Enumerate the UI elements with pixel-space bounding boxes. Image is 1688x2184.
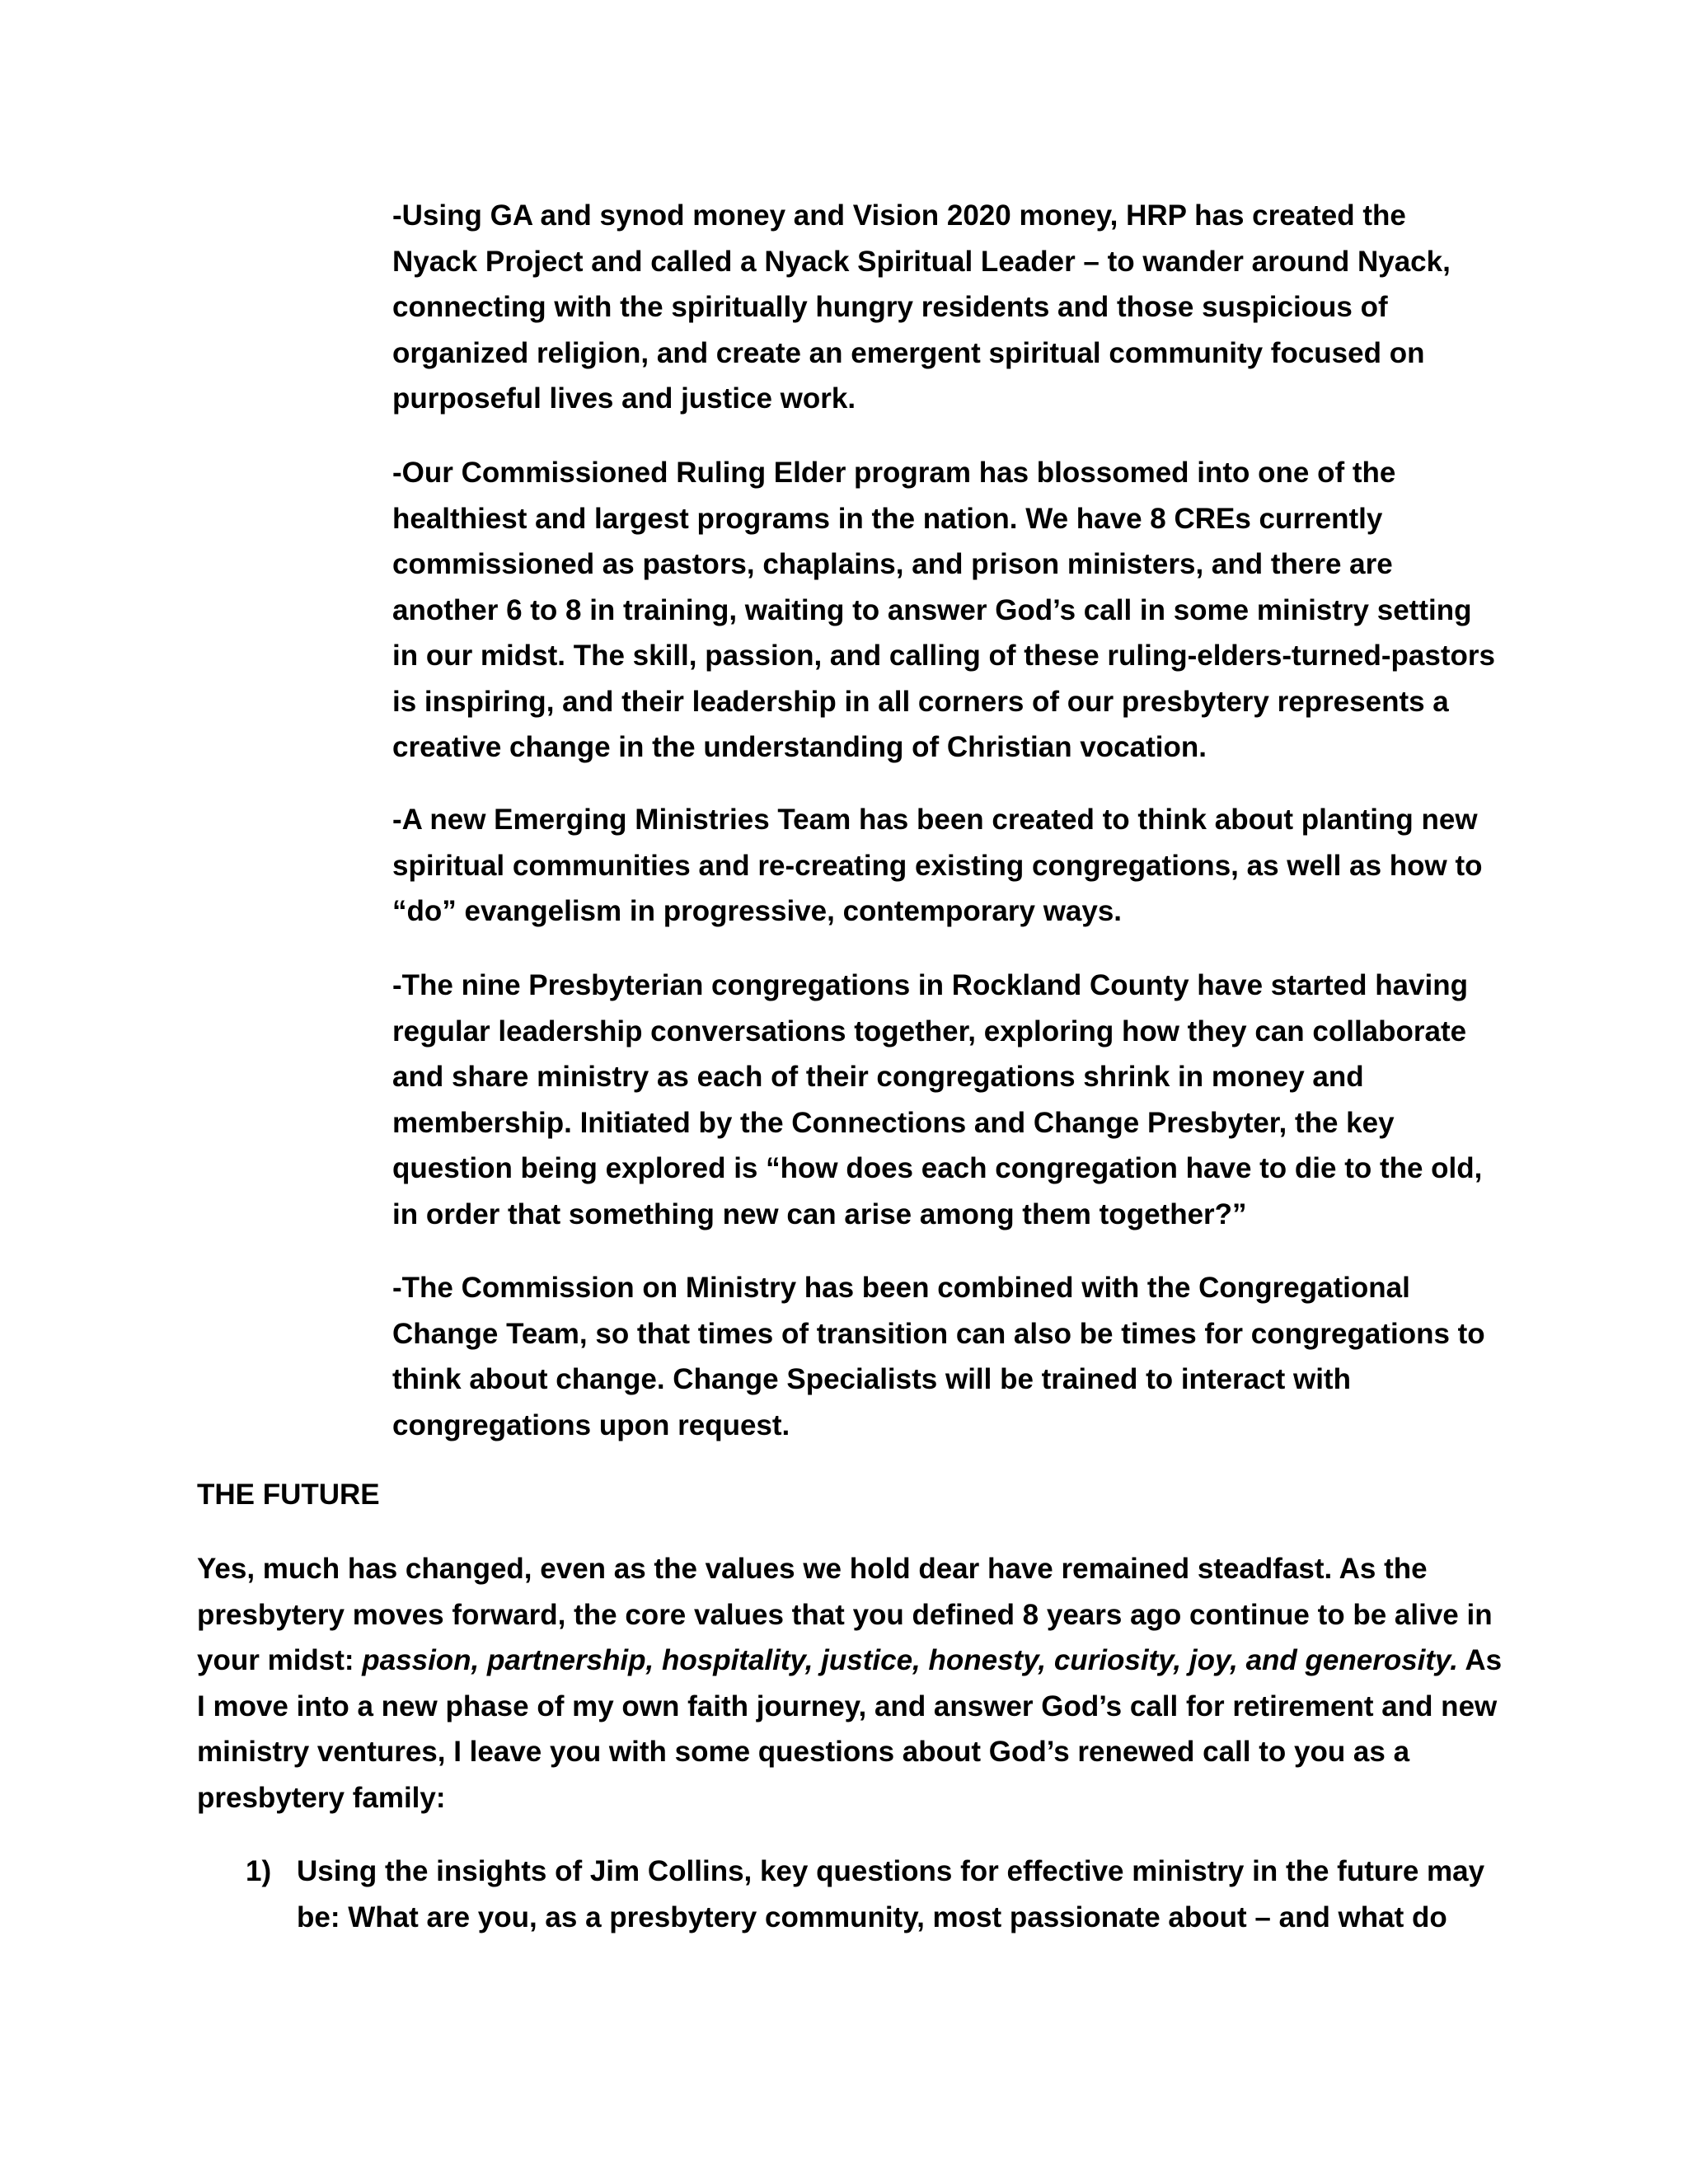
section-heading: THE FUTURE xyxy=(197,1479,380,1511)
list-item-text: Using the insights of Jim Collins, key questions for effective ministry in the future may be: What are you, as a presbytery community, most passionate about – and what do xyxy=(297,1855,1485,1933)
paragraph-text: -A new Emerging Ministries Team has been created to think about planting new spiritual communities and re-creating existing congregations, as well as how to “do” evangelism in progressive, contemporary ways. xyxy=(392,804,1483,927)
future-text-before: Yes, much has changed, even as the values we hold dear have remained steadfast. As the presbytery moves forward, the core values that you defined 8 years ago continue to be alive in your midst: xyxy=(197,1553,1493,1676)
numbered-list-item xyxy=(246,1849,1498,1940)
commissioned-ruling-elder-paragraph xyxy=(392,450,1497,771)
paragraph-text: -The nine Presbyterian congregations in Rockland County have started having regular leadership conversations together, exploring how they can collaborate and share ministry as each of their congregations shrink in money and membership. Initiated by the Connections and Change Presbyter, the key question being explored is “how does each congregation have to die to the old, in order that something new can arise among them together?” xyxy=(392,969,1483,1230)
list-item-number: 1) xyxy=(246,1855,272,1887)
paragraph-text: -Using GA and synod money and Vision 2020 money, HRP has created the Nyack Project and called a Nyack Spiritual Leader – to wander around Nyack, connecting with the spiritually hungry residents and those suspicious of organized religion, and create an emergent spiritual community focused on purposeful lives and justice work. xyxy=(392,199,1451,415)
rockland-county-paragraph xyxy=(392,963,1497,1237)
future-text-after: As I move into a new phase of my own faith journey, and answer God’s call for retirement and new ministry ventures, I leave you with some questions about God’s renewed call to you as a presbytery family: xyxy=(197,1644,1503,1814)
future-paragraph xyxy=(197,1546,1516,1821)
paragraph-text: -The Commission on Ministry has been combined with the Congregational Change Team, so that times of transition can also be times for congregations to think about change. Change Specialists will be trained to interact with congregations upon request. xyxy=(392,1272,1485,1441)
core-values-italic: passion, partnership, hospitality, justice, honesty, curiosity, joy, and generosity. xyxy=(362,1644,1458,1676)
emerging-ministries-paragraph xyxy=(392,797,1497,935)
commission-on-ministry-paragraph xyxy=(392,1265,1497,1448)
paragraph-text: -Our Commissioned Ruling Elder program has blossomed into one of the healthiest and largest programs in the nation. We have 8 CREs currently commissioned as pastors, chaplains, and prison ministers, and there are another 6 to 8 in training, waiting to answer God’s call in some ministry setting in our midst. The skill, passion, and calling of these ruling-elders-turned-pastors is inspiring, and their leadership in all corners of our presbytery represents a creative change in the understanding of Christian vocation. xyxy=(392,457,1495,763)
nyack-project-paragraph xyxy=(392,193,1497,422)
